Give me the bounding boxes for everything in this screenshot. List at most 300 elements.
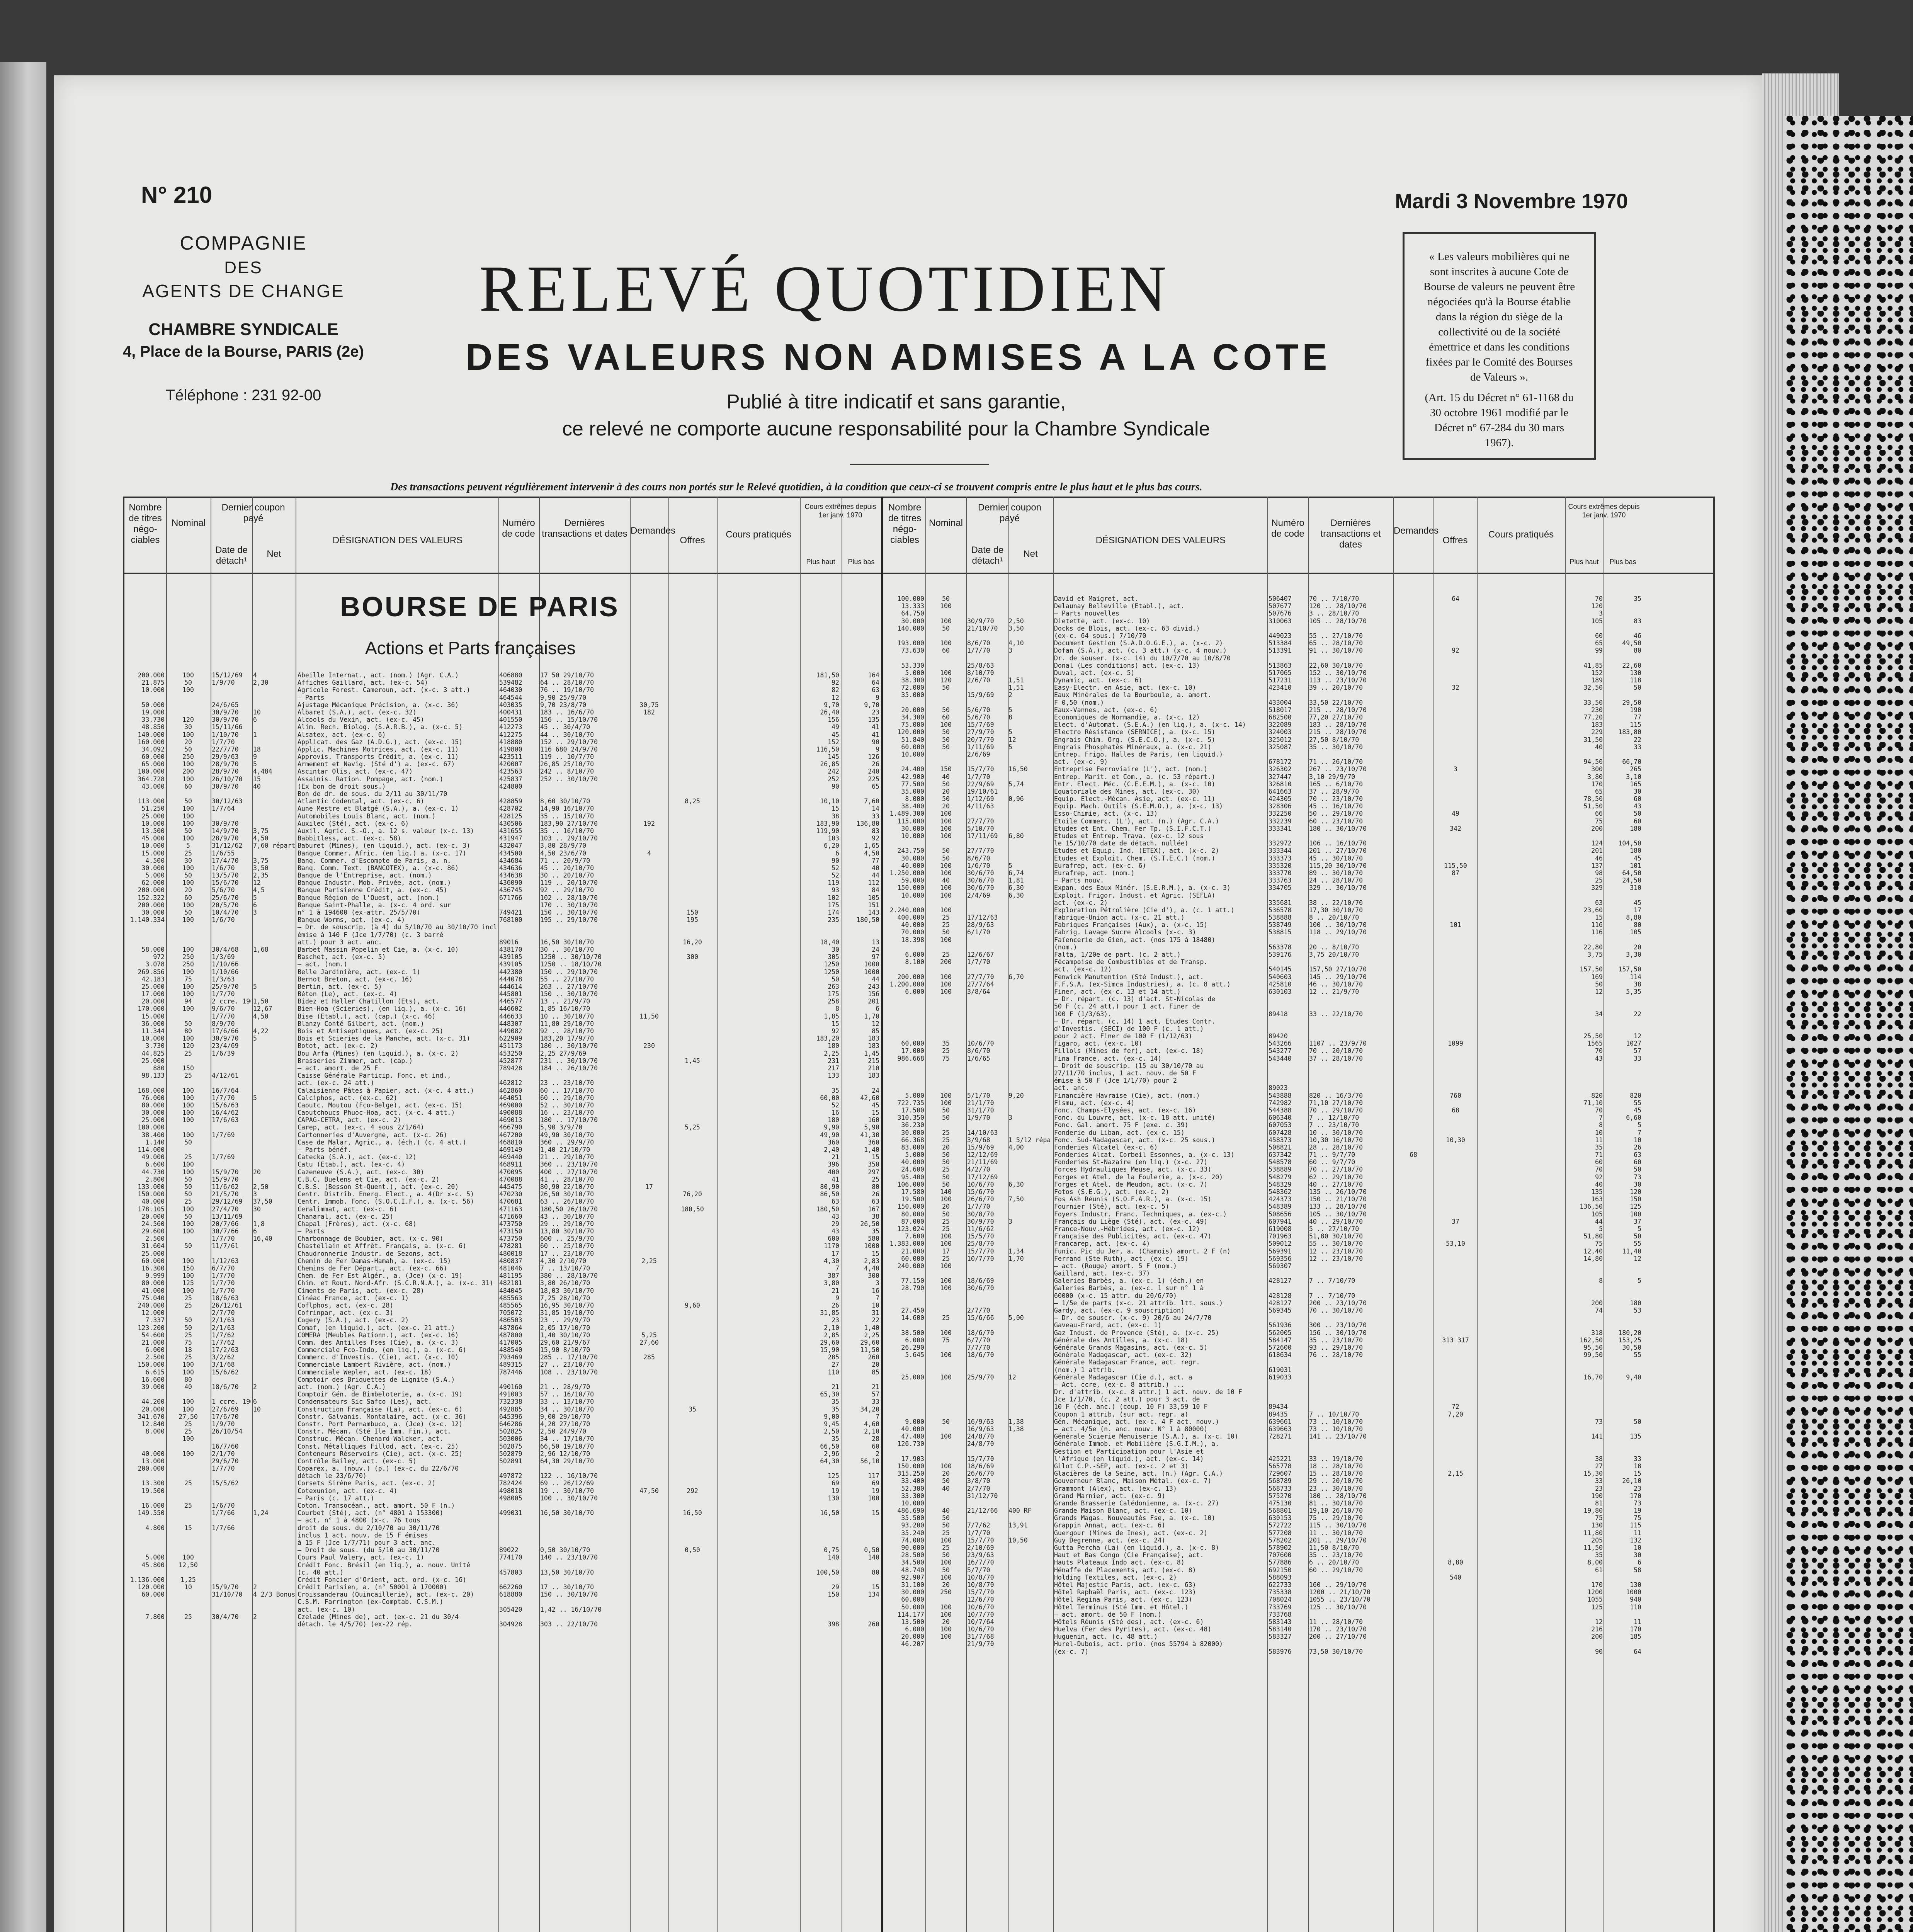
- cell-dernieres: 157,50 27/10/70: [1309, 966, 1392, 973]
- cell-plus-haut: 25,50: [1566, 1032, 1603, 1040]
- cell-designation: Glacières de la Seine, act. (n.) (Agr. C.A.): [1054, 1470, 1266, 1477]
- cell-nombre: 133.000: [124, 1183, 165, 1190]
- cell-nombre: 34.500: [884, 1559, 924, 1566]
- cell-code: 325012: [1269, 736, 1307, 743]
- cell-designation: Banq. Commer. d'Escompte de Paris, a. n.: [298, 857, 498, 864]
- cell-nombre: 120.000: [884, 728, 924, 736]
- table-row: [884, 751, 1713, 758]
- cell-nombre: 25.000: [124, 1116, 165, 1124]
- cell-plus-bas: 77: [842, 857, 879, 864]
- cell-dernieres: 1107 .. 23/9/70: [1309, 1040, 1392, 1047]
- cell-designation: Equatoriale des Mines, act. (ex-c. 30): [1054, 788, 1266, 795]
- col-header-cours: Cours pratiqués: [1478, 529, 1564, 540]
- table-row: [884, 617, 1713, 625]
- cell-nominal: 50: [167, 1242, 209, 1250]
- cell-code: 562005: [1269, 1329, 1307, 1337]
- col-header-offres: Offres: [669, 535, 716, 546]
- cell-date-detach: 27/7/70: [967, 847, 1007, 854]
- cell-nombre: 4.500: [124, 857, 165, 864]
- cell-dernieres: 267 .. 23/10/70: [1309, 765, 1392, 773]
- cell-dernieres: 31,85 19/10/70: [540, 1309, 629, 1316]
- cell-code: 475130: [1269, 1500, 1307, 1507]
- cell-nominal: 100: [927, 810, 965, 817]
- cell-designation: Fabriques Françaises (Aux), a. (x-c. 15): [1054, 921, 1266, 929]
- cell-code: 89434: [1269, 1403, 1307, 1410]
- cell-plus-haut: 65: [1566, 639, 1603, 647]
- cell-dernieres: 170 .. 30/10/70: [540, 901, 629, 909]
- table-row: [124, 1116, 880, 1124]
- cell-net: 5: [253, 1094, 295, 1102]
- cell-code: 425837: [499, 776, 538, 783]
- cell-code: 428702: [499, 805, 538, 812]
- cell-nominal: 25: [927, 921, 965, 929]
- cell-plus-haut: 93: [801, 886, 839, 894]
- table-row: [884, 1507, 1713, 1514]
- cell-dernieres: 16,50 30/10/70: [540, 939, 629, 946]
- cell-offres: 342: [1435, 825, 1476, 832]
- cell-plus-haut: 65: [1566, 788, 1603, 795]
- cell-designation: Chanaral, act. (ex-c. 25): [298, 1213, 498, 1220]
- cell-nominal: 100: [927, 1196, 965, 1203]
- table-row: [884, 981, 1713, 988]
- cell-designation: Bien-Hoa (Scieries), (en liq.), a. (x-c. 16): [298, 1005, 498, 1012]
- cell-dernieres: 60 .. 9/7/70: [1309, 1158, 1392, 1166]
- cell-plus-haut: 11: [1566, 1136, 1603, 1144]
- table-row: [124, 1465, 880, 1472]
- cell-dernieres: 14,90 16/10/70: [540, 805, 629, 812]
- cell-dernieres: 17,30 30/10/70: [1309, 906, 1392, 914]
- cell-designation: — act. (Rouge) amort. 5 F (nom.): [1054, 1262, 1266, 1270]
- cell-designation: Hôtels Réunis (Sté des), act. (ex-c. 6): [1054, 1618, 1266, 1626]
- cell-nombre: 13.500: [884, 1618, 924, 1626]
- cell-plus-bas: 180: [1605, 825, 1641, 832]
- cell-designation: C.B.S. (Besson St-Quent.), act. (ex-c. 20): [298, 1183, 498, 1190]
- cell-code: 89016: [499, 939, 538, 946]
- cell-nominal: 100: [927, 818, 965, 825]
- cell-nominal: 25: [167, 1302, 209, 1309]
- cell-nominal: 75: [927, 1055, 965, 1062]
- cell-plus-haut: 110: [801, 1369, 839, 1376]
- cell-plus-bas: 75: [1605, 1514, 1641, 1522]
- cell-dernieres: 106 .. 16/10/70: [1309, 840, 1392, 847]
- table-row: [884, 1396, 1713, 1403]
- cell-plus-haut: 31,50: [1566, 736, 1603, 743]
- cell-demandes: 47,50: [631, 1487, 668, 1495]
- table-row: [884, 803, 1713, 810]
- cell-date-detach: 15/9/69: [967, 691, 1007, 699]
- cell-dernieres: 12 .. 21/9/70: [1309, 988, 1392, 995]
- cell-date-detach: 1/7/70: [212, 1235, 251, 1242]
- cell-nombre: 93.200: [884, 1522, 924, 1529]
- cell-plus-bas: 50: [1605, 1418, 1641, 1425]
- cell-dernieres: 1,40 30/10/70: [540, 1332, 629, 1339]
- cell-net: 4: [253, 672, 295, 679]
- cell-dernieres: 37 .. 28/10/70: [1309, 1055, 1392, 1062]
- cell-nominal: 100: [927, 1559, 965, 1566]
- cell-dernieres: 285 .. 17/10/70: [540, 1354, 629, 1361]
- cell-nombre: 6.000: [124, 1346, 165, 1354]
- cell-dernieres: 9,00 29/10/70: [540, 1413, 629, 1420]
- cell-nominal: 25: [927, 1314, 965, 1321]
- cell-net: 1,68: [253, 946, 295, 953]
- cell-net: 4,00: [1008, 1144, 1051, 1151]
- cell-net: 18: [253, 746, 295, 753]
- cell-offres: 32: [1435, 684, 1476, 691]
- cell-nombre: 30.000: [884, 825, 924, 832]
- cell-date-detach: 15/7/70: [967, 1248, 1007, 1255]
- cell-plus-bas: 80: [1605, 921, 1641, 929]
- cell-nominal: 50: [927, 1522, 965, 1529]
- cell-nombre: 140.000: [124, 731, 165, 738]
- cell-nombre: 60.000: [884, 1255, 924, 1262]
- cell-plus-haut: 74: [1566, 1307, 1603, 1314]
- cell-plus-haut: 200: [1566, 825, 1603, 832]
- cell-nominal: 100: [927, 1277, 965, 1284]
- cell-code: 480837: [499, 1257, 538, 1265]
- cell-date-detach: 30/9/70: [212, 783, 251, 790]
- cell-nominal: 18: [167, 1346, 209, 1354]
- table-row: [884, 1559, 1713, 1566]
- cell-designation: Eurafrep, act. (nom.): [1054, 869, 1266, 877]
- cell-designation: Carep, act. (ex-c. 4 sous 2/1/64): [298, 1124, 498, 1131]
- cell-designation: Esso-Chimie, act. (x-c. 13): [1054, 810, 1266, 817]
- cell-nombre: 5.000: [124, 1554, 165, 1561]
- cell-code: 478281: [499, 1242, 538, 1250]
- cell-plus-bas: 183: [842, 1072, 879, 1079]
- cell-nombre: 13.333: [884, 602, 924, 610]
- cell-designation: Ciments de Paris, act. (ex-c. 28): [298, 1287, 498, 1294]
- col-header-date-detach: Date de détach¹: [967, 545, 1008, 566]
- cell-nombre: 200.000: [124, 886, 165, 894]
- cell-dernieres: 1,85 16/10/70: [540, 1005, 629, 1012]
- cell-nominal: 50: [167, 1190, 209, 1198]
- cell-code: 569391: [1269, 1248, 1307, 1255]
- cell-nominal: 50: [927, 929, 965, 936]
- cell-net: 4,22: [253, 1027, 295, 1035]
- cell-plus-haut: 3,80: [801, 1279, 839, 1287]
- cell-nombre: 45.800: [124, 1561, 165, 1569]
- cell-code: 333344: [1269, 847, 1307, 854]
- cell-plus-haut: 50: [801, 976, 839, 983]
- column-divider: [881, 497, 883, 1932]
- cell-nombre: 34.092: [124, 746, 165, 753]
- cell-plus-haut: 8: [1566, 1121, 1603, 1129]
- cell-designation: Entreprise Ferroviaire (L'), act. (nom.): [1054, 765, 1266, 773]
- cell-nombre: 33.400: [884, 1477, 924, 1485]
- table-row: [124, 835, 880, 842]
- cell-dernieres: 4,50 23/6/70: [540, 850, 629, 857]
- cell-nominal: 40: [927, 773, 965, 781]
- company-block: [116, 232, 371, 404]
- cell-nombre: 12.000: [124, 1309, 165, 1316]
- table-row: [884, 625, 1713, 632]
- cell-plus-bas: 20: [1605, 944, 1641, 951]
- cell-designation: Economiques de Normandie, a. (x-c. 12): [1054, 714, 1266, 721]
- cell-dernieres: 183 .. 16/6/70: [540, 709, 629, 716]
- table-row: [124, 1546, 880, 1554]
- table-row: [124, 1302, 880, 1309]
- cell-nombre: 30.000: [884, 617, 924, 625]
- table-row: [884, 1233, 1713, 1240]
- table-row: [124, 1005, 880, 1012]
- cell-code: 513863: [1269, 662, 1307, 669]
- cell-date-detach: 29/12/69: [212, 1198, 251, 1205]
- cell-code: 543440: [1269, 1055, 1307, 1062]
- cell-plus-haut: 201: [1566, 847, 1603, 854]
- cell-nominal: 140: [927, 1188, 965, 1196]
- cell-code: 423410: [1269, 684, 1307, 691]
- cell-dernieres: 70 .. 7/10/70: [1309, 595, 1392, 602]
- cell-plus-bas: 38: [842, 1213, 879, 1220]
- cell-code: 333341: [1269, 825, 1307, 832]
- cell-plus-haut: 70: [1566, 1166, 1603, 1173]
- cell-plus-haut: 9,90: [801, 1124, 839, 1131]
- cell-dernieres: 5,90 3/9/70: [540, 1124, 629, 1131]
- table-row: [124, 1539, 880, 1546]
- cell-nombre: 19.500: [884, 1196, 924, 1203]
- cell-offres: 1099: [1435, 1040, 1476, 1047]
- cell-code: 502879: [499, 1450, 538, 1458]
- cell-net: 2,50: [1008, 617, 1051, 625]
- cell-plus-haut: 26,85: [801, 760, 839, 768]
- cell-code: 618880: [499, 1591, 538, 1598]
- cell-nominal: 50: [927, 1107, 965, 1114]
- cell-net: 6,70: [1008, 973, 1051, 981]
- cell-plus-haut: 1,85: [801, 1013, 839, 1020]
- cell-net: 7,50: [1008, 1196, 1051, 1203]
- table-row: [884, 1055, 1713, 1062]
- cell-net: 5,74: [1008, 781, 1051, 788]
- cell-date-detach: 15/9/70: [212, 1583, 251, 1591]
- cell-code: 539482: [499, 679, 538, 686]
- cell-date-detach: 15/7/70: [967, 1537, 1007, 1544]
- cell-designation: (nom.): [1054, 944, 1266, 951]
- cell-plus-haut: 17: [801, 1250, 839, 1257]
- cell-designation: Hôtel Majestic Paris, act. (ex-c. 63): [1054, 1581, 1266, 1588]
- cell-plus-bas: 49,50: [1605, 639, 1641, 647]
- cell-code: 432047: [499, 842, 538, 849]
- cell-designation: à 15 F (Jce 1/7/71) pour 3 act. anc.: [298, 1539, 498, 1546]
- cell-date-detach: 2/6/69: [967, 751, 1007, 758]
- cell-nombre: 87.000: [884, 1218, 924, 1225]
- cell-plus-bas: 1027: [1605, 1040, 1641, 1047]
- cell-net: 16,50: [1008, 765, 1051, 773]
- cell-nombre: 13.500: [124, 827, 165, 835]
- cell-code: 561936: [1269, 1321, 1307, 1329]
- cell-designation: France-Nouv.-Hébrides, act. (ex-c. 12): [1054, 1225, 1266, 1233]
- cell-plus-bas: 4,50: [842, 850, 879, 857]
- table-row: [124, 857, 880, 864]
- table-row: [124, 1606, 880, 1613]
- cell-plus-haut: 70: [1566, 1107, 1603, 1114]
- cell-nominal: 35: [927, 1040, 965, 1047]
- cell-nombre: 15.000: [124, 850, 165, 857]
- cell-plus-haut: 183,20: [801, 1035, 839, 1042]
- cell-designation: Générale Madagascar, act. (ex-c. 32): [1054, 1351, 1266, 1359]
- cell-nominal: 25: [167, 1294, 209, 1302]
- cell-nombre: 150.000: [884, 1203, 924, 1210]
- cell-designation: — 1/5e de parts (x-c. 21 attrib. ltt. sous.): [1054, 1299, 1266, 1307]
- cell-designation: Easy-Electr. en Asie, act. (ex-c. 10): [1054, 684, 1266, 691]
- cell-plus-haut: 23,60: [1566, 906, 1603, 914]
- table-row: [124, 1443, 880, 1450]
- cell-designation: Courbet (Sté), act. (n° 4801 à 153300): [298, 1509, 498, 1517]
- cell-date-detach: 10/8/70: [967, 1574, 1007, 1581]
- sub-title: DES VALEURS NON ADMISES A LA COTE: [466, 336, 1331, 379]
- cell-plus-haut: 75: [1566, 818, 1603, 825]
- cell-dernieres: 120 .. 28/10/70: [1309, 602, 1392, 610]
- cell-plus-haut: 81: [1566, 1500, 1603, 1507]
- cell-designation: Expan. des Eaux Minér. (S.E.R.M.), a. (x-c. 3): [1054, 884, 1266, 891]
- cell-nombre: 16.300: [124, 1265, 165, 1272]
- table-row: [884, 1099, 1713, 1107]
- cell-plus-haut: 86,50: [801, 1190, 839, 1198]
- cell-plus-bas: 63: [1605, 1151, 1641, 1158]
- cell-plus-bas: 9,40: [1605, 1374, 1641, 1381]
- cell-offres: 8,80: [1435, 1559, 1476, 1566]
- cell-nominal: 100: [167, 901, 209, 909]
- cell-net: 12: [1008, 736, 1051, 743]
- cell-designation: Banque Industr. Mob. Privée, act. (nom.): [298, 879, 498, 886]
- cell-dernieres: 70 .. 29/10/70: [1309, 1107, 1392, 1114]
- cell-nombre: 27.450: [884, 1307, 924, 1314]
- cell-nominal: 200: [167, 768, 209, 775]
- table-row: [884, 892, 1713, 899]
- cell-nominal: 100: [927, 981, 965, 988]
- cell-plus-bas: 1000: [842, 968, 879, 976]
- cell-code: 540145: [1269, 966, 1307, 973]
- cell-designation: Banque de l'Entreprise, act. (nom.): [298, 872, 498, 879]
- table-row: [124, 1213, 880, 1220]
- cell-offres: 72: [1435, 1403, 1476, 1410]
- cell-date-detach: 2/7/70: [967, 1485, 1007, 1492]
- cell-date-detach: 1/6/55: [212, 850, 251, 857]
- table-row: [124, 1369, 880, 1376]
- cell-designation: Ascintar Olis, act. (ex-c. 47): [298, 768, 498, 775]
- cell-nombre: 30.000: [884, 855, 924, 862]
- cell-dernieres: 145 .. 29/10/70: [1309, 973, 1392, 981]
- cell-nominal: 50: [927, 1477, 965, 1485]
- cell-designation: Caisse Générale Particip. Fonc. et ind.,: [298, 1072, 498, 1079]
- cell-date-detach: 10/7/70: [967, 1611, 1007, 1618]
- cell-code: 488540: [499, 1346, 538, 1354]
- cell-nominal: 75: [927, 1337, 965, 1344]
- cell-date-detach: 21/10/70: [967, 625, 1007, 632]
- cell-plus-bas: 125: [1605, 1203, 1641, 1210]
- cell-plus-haut: 180,50: [801, 1206, 839, 1213]
- cell-plus-haut: 6,20: [801, 842, 839, 849]
- company-line2: DES: [116, 258, 371, 277]
- table-row: [884, 1425, 1713, 1433]
- cell-net: 8: [1008, 714, 1051, 721]
- cell-designation: Grande Maison Blanc, act. (ex-c. 10): [1054, 1507, 1266, 1514]
- cell-plus-haut: 92: [801, 1027, 839, 1035]
- cell-plus-bas: 101: [1605, 862, 1641, 869]
- cell-nominal: 75: [167, 976, 209, 983]
- table-row: [124, 976, 880, 983]
- cell-designation: Générale des Antilles, a. (x-c. 18): [1054, 1337, 1266, 1344]
- cell-designation: Dr. de souser. (x-c. 14) du 10/7/70 au 10/8/70: [1054, 655, 1266, 662]
- cell-dernieres: 150 .. 30/10/70: [540, 990, 629, 998]
- cell-net: 4,50: [253, 835, 295, 842]
- cell-nombre: 70.000: [884, 929, 924, 936]
- cell-date-detach: 1/9/70: [212, 679, 251, 686]
- cell-offres: 180,50: [669, 1206, 716, 1213]
- table-row: [124, 909, 880, 916]
- cell-nominal: 120: [167, 1042, 209, 1049]
- table-row: [124, 1524, 880, 1532]
- cell-plus-haut: 51,80: [1566, 1233, 1603, 1240]
- cell-plus-haut: 60,00: [801, 1094, 839, 1102]
- table-row: [884, 1025, 1713, 1032]
- cell-date-detach: 22/7/70: [212, 746, 251, 753]
- table-row: [124, 1502, 880, 1509]
- cell-nombre: 123.200: [124, 1324, 165, 1332]
- cell-nombre: 24.560: [124, 1220, 165, 1228]
- table-row: [884, 1611, 1713, 1618]
- cell-plus-haut: 242: [801, 768, 839, 775]
- col-header-net: Net: [253, 549, 295, 560]
- cell-date-detach: 27/7/70: [967, 973, 1007, 981]
- cell-plus-bas: 5: [1605, 1277, 1641, 1284]
- cell-plus-haut: 15,30: [1566, 1470, 1603, 1477]
- cell-nominal: 100: [927, 1611, 965, 1618]
- cell-designation: Etudes et Ent. Chem. Fer Tp. (S.I.F.C.T.): [1054, 825, 1266, 832]
- cell-date-detach: 17/12/63: [967, 914, 1007, 921]
- cell-designation: COMERA (Meubles Rationn.), act. (ex-c. 16): [298, 1332, 498, 1339]
- cell-designation: Banque Parisienne Crédit, a. (ex-c. 45): [298, 886, 498, 894]
- table-row: [884, 847, 1713, 854]
- cell-dernieres: 55 .. 27/10/70: [540, 976, 629, 983]
- cell-date-detach: 3/2/62: [212, 1354, 251, 1361]
- cell-nominal: 50: [167, 679, 209, 686]
- cell-plus-haut: 3,80: [1566, 773, 1603, 781]
- table-row: [124, 923, 880, 931]
- cell-designation: Générale Immob. et Mobilière (S.G.I.M.), a.: [1054, 1440, 1266, 1447]
- table-row: [884, 1255, 1713, 1262]
- cell-plus-haut: 69: [801, 1480, 839, 1487]
- col-header-extremes: Cours extrêmes depuis 1er janv. 1970: [801, 502, 880, 519]
- cell-plus-bas: 23: [842, 709, 879, 716]
- cell-code: 436745: [499, 886, 538, 894]
- col-header-nombre: Nombre de titres négo- ciables: [885, 502, 925, 546]
- cell-nombre: 269.856: [124, 968, 165, 976]
- cell-plus-haut: 21: [801, 1383, 839, 1391]
- cell-date-detach: 4/2/70: [967, 1166, 1007, 1173]
- cell-plus-haut: 71: [1566, 1151, 1603, 1158]
- cell-plus-bas: 83: [842, 827, 879, 835]
- cell-plus-bas: 57: [1605, 1047, 1641, 1054]
- cell-code: 326810: [1269, 781, 1307, 788]
- cell-code: 774170: [499, 1554, 538, 1561]
- cell-designation: — Dr. répart. (c. 13) d'act. St-Nicolas de: [1054, 995, 1266, 1003]
- cell-plus-bas: 15: [1605, 1470, 1641, 1477]
- cell-plus-bas: 310: [1605, 884, 1641, 891]
- cell-designation: Banque Région de l'Ouest, act. (nom.): [298, 894, 498, 901]
- cell-nominal: 94: [167, 998, 209, 1005]
- cell-net: 12: [1008, 1374, 1051, 1381]
- cell-date-detach: 20/7/66: [212, 1220, 251, 1228]
- cell-plus-bas: 4,40: [842, 1265, 879, 1272]
- cell-code: 485563: [499, 1294, 538, 1302]
- cell-nominal: 1,25: [167, 1576, 209, 1583]
- cell-dernieres: 152 .. 29/10/70: [540, 738, 629, 746]
- cell-plus-haut: 120: [1566, 602, 1603, 610]
- cell-plus-haut: 400: [801, 1168, 839, 1176]
- cell-nominal: 5: [167, 842, 209, 849]
- cell-designation: Fonderie du Liban, act. (ex-c. 15): [1054, 1129, 1266, 1136]
- cell-plus-bas: 156: [842, 990, 879, 998]
